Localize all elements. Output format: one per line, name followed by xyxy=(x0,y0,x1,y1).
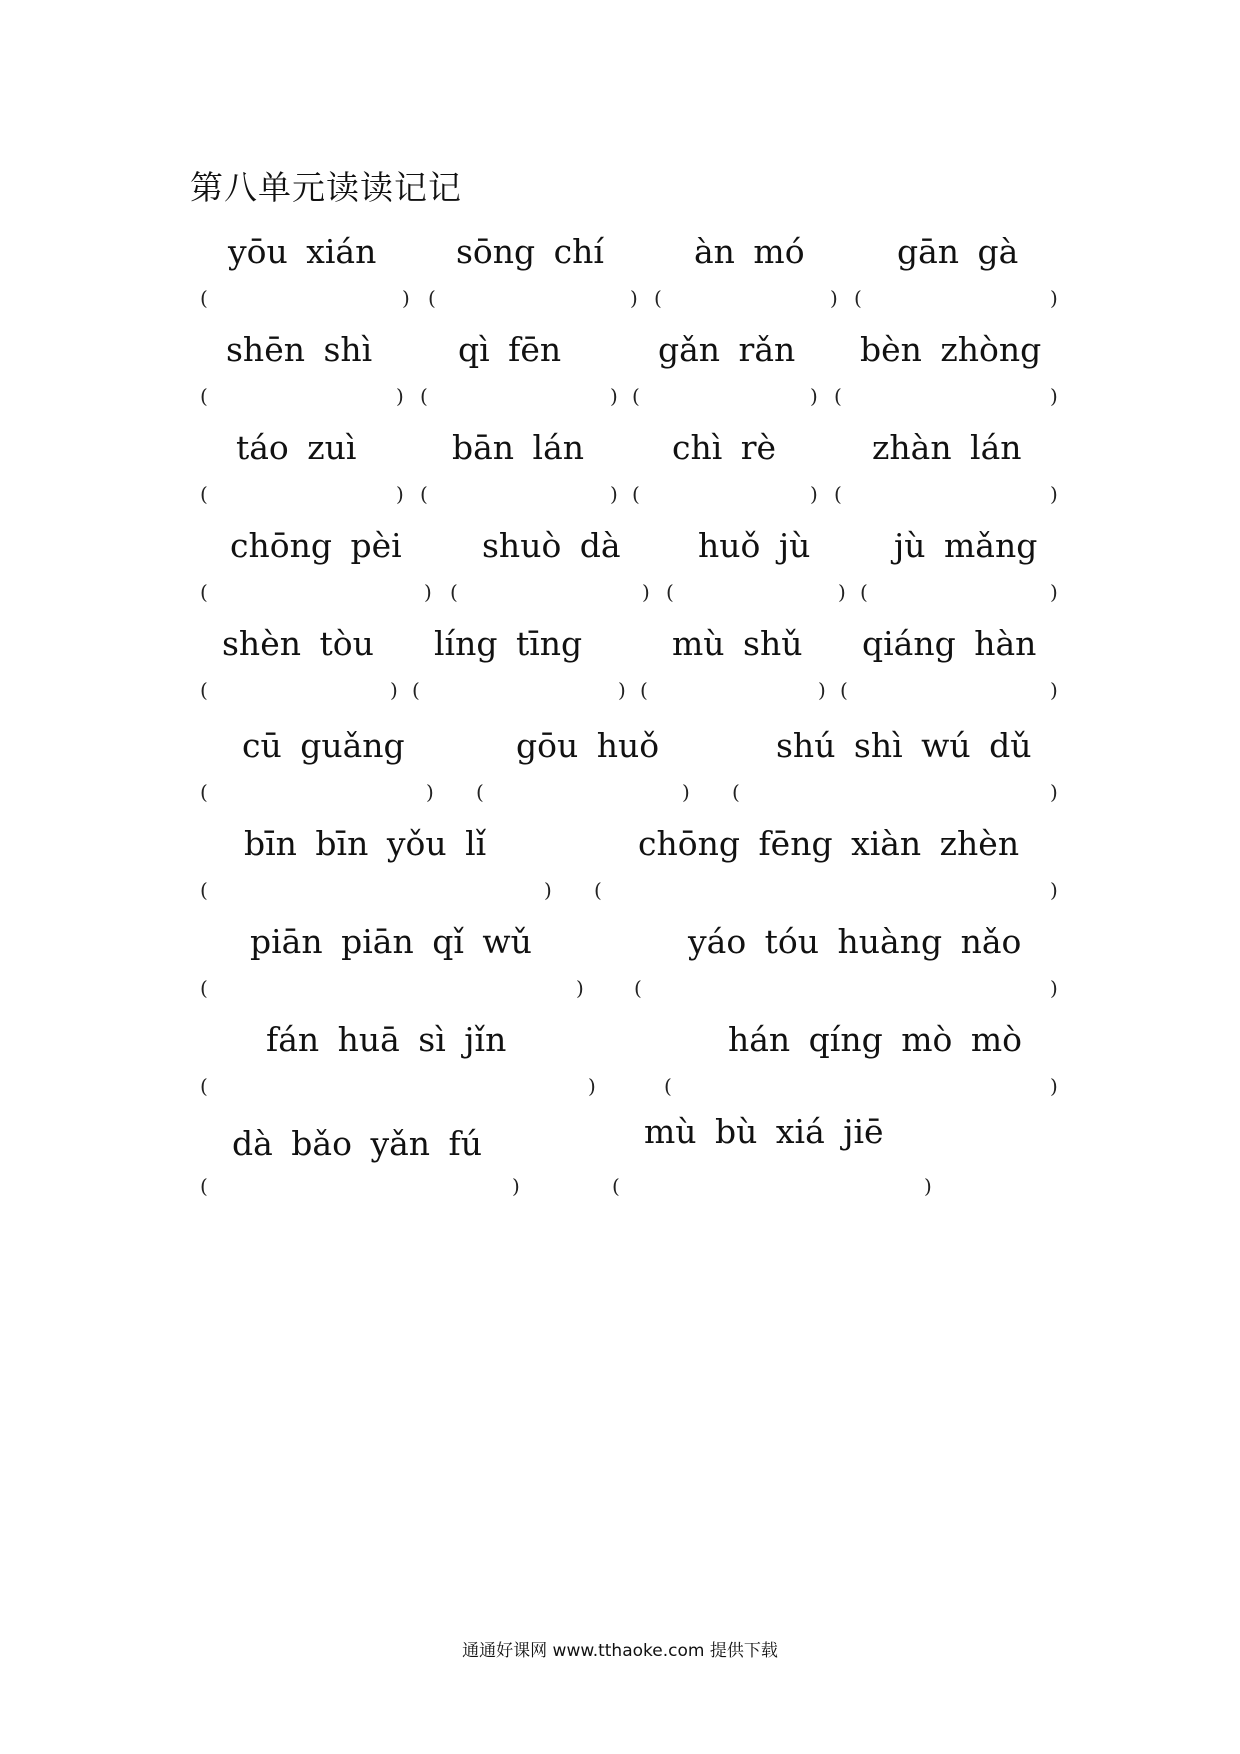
answer-bracket-open: ( xyxy=(200,286,208,310)
answer-bracket-open: ( xyxy=(594,878,602,902)
pinyin-word: shèn tòu xyxy=(222,624,374,663)
pinyin-row-10 xyxy=(0,1112,1240,1202)
answer-bracket-open: ( xyxy=(854,286,862,310)
pinyin-word: qiáng hàn xyxy=(862,624,1037,663)
pinyin-word: zhàn lán xyxy=(872,428,1022,467)
pinyin-row-4 xyxy=(0,526,1240,616)
pinyin-word: chōng fēng xiàn zhèn xyxy=(638,824,1020,863)
answer-bracket-close: ) xyxy=(390,678,398,702)
answer-bracket-close: ) xyxy=(1050,780,1058,804)
pinyin-row-1 xyxy=(0,232,1240,322)
answer-bracket-open: ( xyxy=(632,482,640,506)
answer-bracket-open: ( xyxy=(200,580,208,604)
pinyin-word: cū guǎng xyxy=(242,726,405,765)
pinyin-word: fán huā sì jǐn xyxy=(266,1020,507,1059)
pinyin-word: chōng pèi xyxy=(230,526,402,565)
answer-bracket-close: ) xyxy=(810,384,818,408)
answer-bracket-close: ) xyxy=(1050,384,1058,408)
pinyin-word: sōng chí xyxy=(456,232,604,271)
pinyin-word: mù shǔ xyxy=(672,624,803,663)
answer-bracket-close: ) xyxy=(830,286,838,310)
answer-bracket-open: ( xyxy=(200,1074,208,1098)
pinyin-row-7 xyxy=(0,824,1240,914)
pinyin-word: líng tīng xyxy=(434,624,583,663)
pinyin-word: gōu huǒ xyxy=(516,726,660,765)
pinyin-word: yōu xián xyxy=(228,232,377,271)
pinyin-word: jù mǎng xyxy=(894,526,1038,565)
answer-bracket-close: ) xyxy=(402,286,410,310)
answer-bracket-close: ) xyxy=(1050,678,1058,702)
answer-bracket-close: ) xyxy=(838,580,846,604)
answer-bracket-close: ) xyxy=(1050,976,1058,1000)
answer-bracket-close: ) xyxy=(610,482,618,506)
pinyin-word: bèn zhòng xyxy=(860,330,1042,369)
pinyin-row-6 xyxy=(0,726,1240,816)
pinyin-row-2 xyxy=(0,330,1240,420)
pinyin-word: dà bǎo yǎn fú xyxy=(232,1124,482,1163)
answer-bracket-open: ( xyxy=(834,482,842,506)
answer-bracket-open: ( xyxy=(632,384,640,408)
pinyin-word: shú shì wú dǔ xyxy=(776,726,1032,765)
answer-bracket-close: ) xyxy=(426,780,434,804)
answer-bracket-close: ) xyxy=(610,384,618,408)
answer-bracket-open: ( xyxy=(428,286,436,310)
answer-bracket-open: ( xyxy=(420,482,428,506)
answer-bracket-open: ( xyxy=(840,678,848,702)
answer-bracket-close: ) xyxy=(424,580,432,604)
pinyin-word: shuò dà xyxy=(482,526,621,565)
pinyin-word: táo zuì xyxy=(236,428,357,467)
answer-bracket-open: ( xyxy=(664,1074,672,1098)
pinyin-word: piān piān qǐ wǔ xyxy=(250,922,532,961)
answer-bracket-open: ( xyxy=(200,878,208,902)
pinyin-word: gān gà xyxy=(897,232,1019,271)
answer-bracket-close: ) xyxy=(1050,1074,1058,1098)
page-footer: 通通好课网 www.tthaoke.com 提供下载 xyxy=(462,1641,778,1661)
answer-bracket-close: ) xyxy=(544,878,552,902)
answer-bracket-close: ) xyxy=(810,482,818,506)
answer-bracket-open: ( xyxy=(666,580,674,604)
pinyin-row-3 xyxy=(0,428,1240,518)
pinyin-word: yáo tóu huàng nǎo xyxy=(688,922,1022,961)
answer-bracket-close: ) xyxy=(618,678,626,702)
answer-bracket-close: ) xyxy=(1050,580,1058,604)
answer-bracket-close: ) xyxy=(512,1174,520,1198)
pinyin-word: huǒ jù xyxy=(698,526,811,565)
answer-bracket-open: ( xyxy=(476,780,484,804)
pinyin-word: shēn shì xyxy=(226,330,373,369)
pinyin-word: hán qíng mò mò xyxy=(728,1020,1023,1059)
answer-bracket-open: ( xyxy=(732,780,740,804)
answer-bracket-close: ) xyxy=(630,286,638,310)
answer-bracket-open: ( xyxy=(200,482,208,506)
pinyin-row-5 xyxy=(0,624,1240,714)
answer-bracket-open: ( xyxy=(412,678,420,702)
answer-bracket-open: ( xyxy=(200,384,208,408)
answer-bracket-close: ) xyxy=(396,482,404,506)
answer-bracket-open: ( xyxy=(654,286,662,310)
answer-bracket-close: ) xyxy=(682,780,690,804)
pinyin-row-8 xyxy=(0,922,1240,1012)
pinyin-word: mù bù xiá jiē xyxy=(644,1112,884,1151)
pinyin-word: gǎn rǎn xyxy=(658,330,796,369)
answer-bracket-close: ) xyxy=(642,580,650,604)
answer-bracket-open: ( xyxy=(420,384,428,408)
answer-bracket-close: ) xyxy=(1050,482,1058,506)
answer-bracket-open: ( xyxy=(200,1174,208,1198)
answer-bracket-open: ( xyxy=(200,678,208,702)
answer-bracket-open: ( xyxy=(860,580,868,604)
answer-bracket-open: ( xyxy=(834,384,842,408)
answer-bracket-open: ( xyxy=(450,580,458,604)
answer-bracket-close: ) xyxy=(924,1174,932,1198)
answer-bracket-close: ) xyxy=(818,678,826,702)
answer-bracket-close: ) xyxy=(1050,878,1058,902)
pinyin-word: qì fēn xyxy=(458,330,562,369)
pinyin-word: bān lán xyxy=(452,428,585,467)
answer-bracket-open: ( xyxy=(200,976,208,1000)
answer-bracket-open: ( xyxy=(612,1174,620,1198)
answer-bracket-close: ) xyxy=(396,384,404,408)
page-title: 第八单元读读记记 xyxy=(190,168,462,207)
pinyin-word: chì rè xyxy=(672,428,777,467)
answer-bracket-close: ) xyxy=(588,1074,596,1098)
pinyin-word: àn mó xyxy=(694,232,805,271)
answer-bracket-open: ( xyxy=(634,976,642,1000)
answer-bracket-close: ) xyxy=(1050,286,1058,310)
answer-bracket-open: ( xyxy=(640,678,648,702)
answer-bracket-open: ( xyxy=(200,780,208,804)
answer-bracket-close: ) xyxy=(576,976,584,1000)
pinyin-word: bīn bīn yǒu lǐ xyxy=(244,824,487,863)
pinyin-row-9 xyxy=(0,1020,1240,1110)
